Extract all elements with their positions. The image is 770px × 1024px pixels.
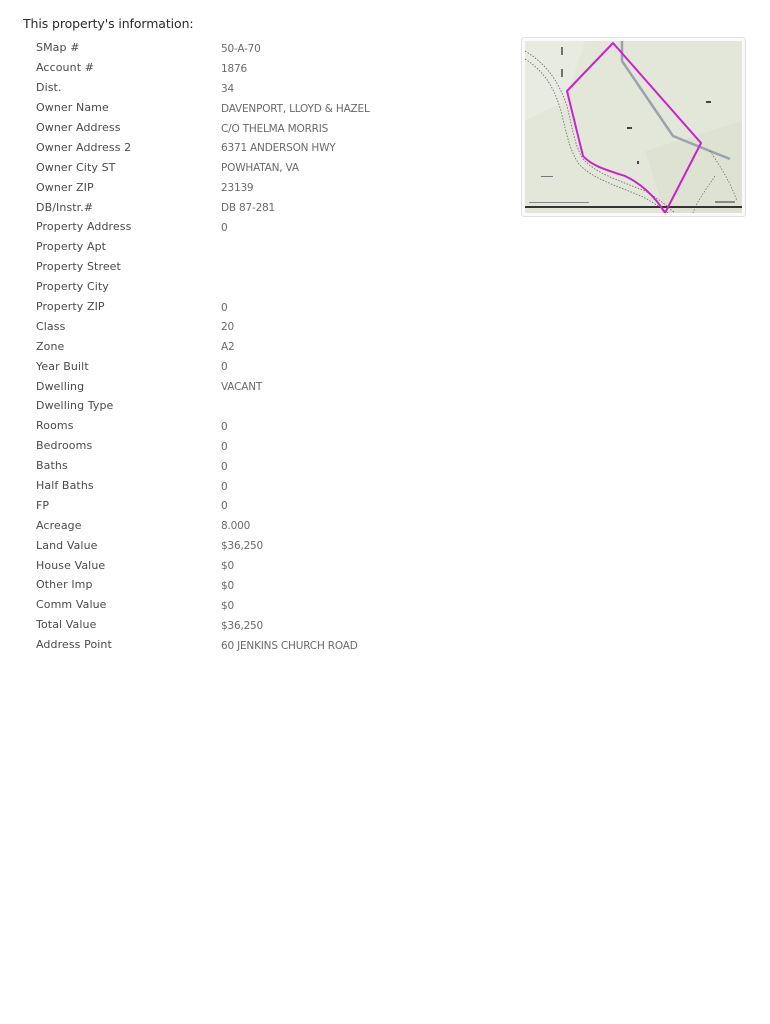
info-row bbox=[36, 416, 496, 436]
field-value: 23139 bbox=[221, 182, 254, 195]
field-value: 0 bbox=[221, 440, 228, 453]
field-label: Acreage bbox=[36, 518, 82, 532]
field-label: Total Value bbox=[36, 618, 97, 632]
parcel-map[interactable] bbox=[521, 37, 746, 217]
field-label: FP bbox=[36, 498, 50, 512]
field-value: POWHATAN, VA bbox=[221, 162, 299, 175]
info-row bbox=[36, 456, 496, 476]
field-value: 6371 ANDERSON HWY bbox=[221, 142, 336, 155]
field-label: Other Imp bbox=[36, 578, 93, 592]
info-row bbox=[36, 396, 496, 416]
field-label: Account # bbox=[36, 61, 95, 75]
page-title: This property's information: bbox=[23, 16, 194, 31]
info-row bbox=[36, 336, 496, 356]
field-value: VACANT bbox=[221, 381, 263, 394]
info-row bbox=[36, 118, 496, 138]
field-label: Dwelling bbox=[36, 379, 85, 393]
field-label: DB/Instr.# bbox=[36, 200, 94, 214]
info-row bbox=[36, 575, 496, 595]
info-row bbox=[36, 316, 496, 336]
field-label: Property Apt bbox=[36, 240, 107, 254]
info-row bbox=[36, 157, 496, 177]
field-value: 0 bbox=[221, 301, 228, 314]
field-label: Land Value bbox=[36, 538, 98, 552]
field-value: 20 bbox=[221, 321, 234, 334]
info-row bbox=[36, 595, 496, 615]
field-value: A2 bbox=[221, 341, 235, 354]
info-row bbox=[36, 137, 496, 157]
field-value: 60 JENKINS CHURCH ROAD bbox=[221, 639, 358, 652]
field-label: Owner ZIP bbox=[36, 180, 94, 194]
field-label: Property City bbox=[36, 280, 109, 294]
field-value: 50-A-70 bbox=[221, 42, 261, 55]
field-value: $0 bbox=[221, 560, 234, 573]
field-label: Property ZIP bbox=[36, 300, 105, 314]
field-label: Rooms bbox=[36, 419, 74, 433]
field-label: Zone bbox=[36, 339, 65, 353]
field-label: Dist. bbox=[36, 81, 62, 95]
info-row bbox=[36, 237, 496, 257]
field-value: $36,250 bbox=[221, 619, 264, 632]
field-value: $0 bbox=[221, 579, 234, 592]
info-row bbox=[36, 277, 496, 297]
info-row bbox=[36, 615, 496, 635]
info-row bbox=[36, 38, 496, 58]
field-value: DB 87-281 bbox=[221, 202, 276, 215]
field-value: 0 bbox=[221, 420, 228, 433]
field-label: SMap # bbox=[36, 41, 80, 55]
field-value: 8.000 bbox=[221, 520, 251, 533]
field-label: Property Address bbox=[36, 220, 132, 234]
field-label: Comm Value bbox=[36, 598, 107, 612]
info-row bbox=[36, 257, 496, 277]
field-label: Owner Address bbox=[36, 121, 121, 134]
info-row bbox=[36, 476, 496, 496]
info-row bbox=[36, 58, 496, 78]
field-value: 0 bbox=[221, 361, 228, 374]
field-value: 0 bbox=[221, 480, 228, 493]
field-label: Owner Address 2 bbox=[36, 140, 132, 154]
field-value: 1876 bbox=[221, 62, 247, 75]
info-row bbox=[36, 297, 496, 317]
field-label: Half Baths bbox=[36, 479, 94, 493]
field-value: $36,250 bbox=[221, 540, 264, 553]
field-label: Property Street bbox=[36, 260, 121, 274]
info-row bbox=[36, 217, 496, 237]
field-label: Dwelling Type bbox=[36, 399, 114, 413]
parcel-map-image bbox=[525, 41, 742, 213]
info-row bbox=[36, 177, 496, 197]
field-label: House Value bbox=[36, 558, 106, 572]
info-row bbox=[36, 515, 496, 535]
info-row bbox=[36, 555, 496, 575]
field-label: Year Built bbox=[36, 359, 89, 373]
field-value: C/O THELMA MORRIS bbox=[221, 122, 329, 135]
property-info-table bbox=[36, 38, 496, 655]
field-label: Baths bbox=[36, 459, 68, 473]
info-row bbox=[36, 98, 496, 118]
info-row bbox=[36, 495, 496, 515]
field-value: 0 bbox=[221, 500, 228, 513]
field-value: DAVENPORT, LLOYD & HAZEL bbox=[221, 102, 370, 115]
info-row bbox=[36, 356, 496, 376]
info-row bbox=[36, 436, 496, 456]
field-value: 0 bbox=[221, 221, 228, 234]
field-label: Owner City ST bbox=[36, 160, 116, 174]
info-row bbox=[36, 376, 496, 396]
info-row bbox=[36, 78, 496, 98]
field-label: Bedrooms bbox=[36, 439, 93, 453]
field-label: Owner Name bbox=[36, 101, 109, 115]
field-label: Class bbox=[36, 319, 66, 333]
info-row bbox=[36, 197, 496, 217]
info-row bbox=[36, 635, 496, 655]
field-label: Address Point bbox=[36, 638, 112, 652]
info-row bbox=[36, 535, 496, 555]
field-value: 0 bbox=[221, 460, 228, 473]
field-value: $0 bbox=[221, 599, 234, 612]
field-value: 34 bbox=[221, 82, 234, 95]
